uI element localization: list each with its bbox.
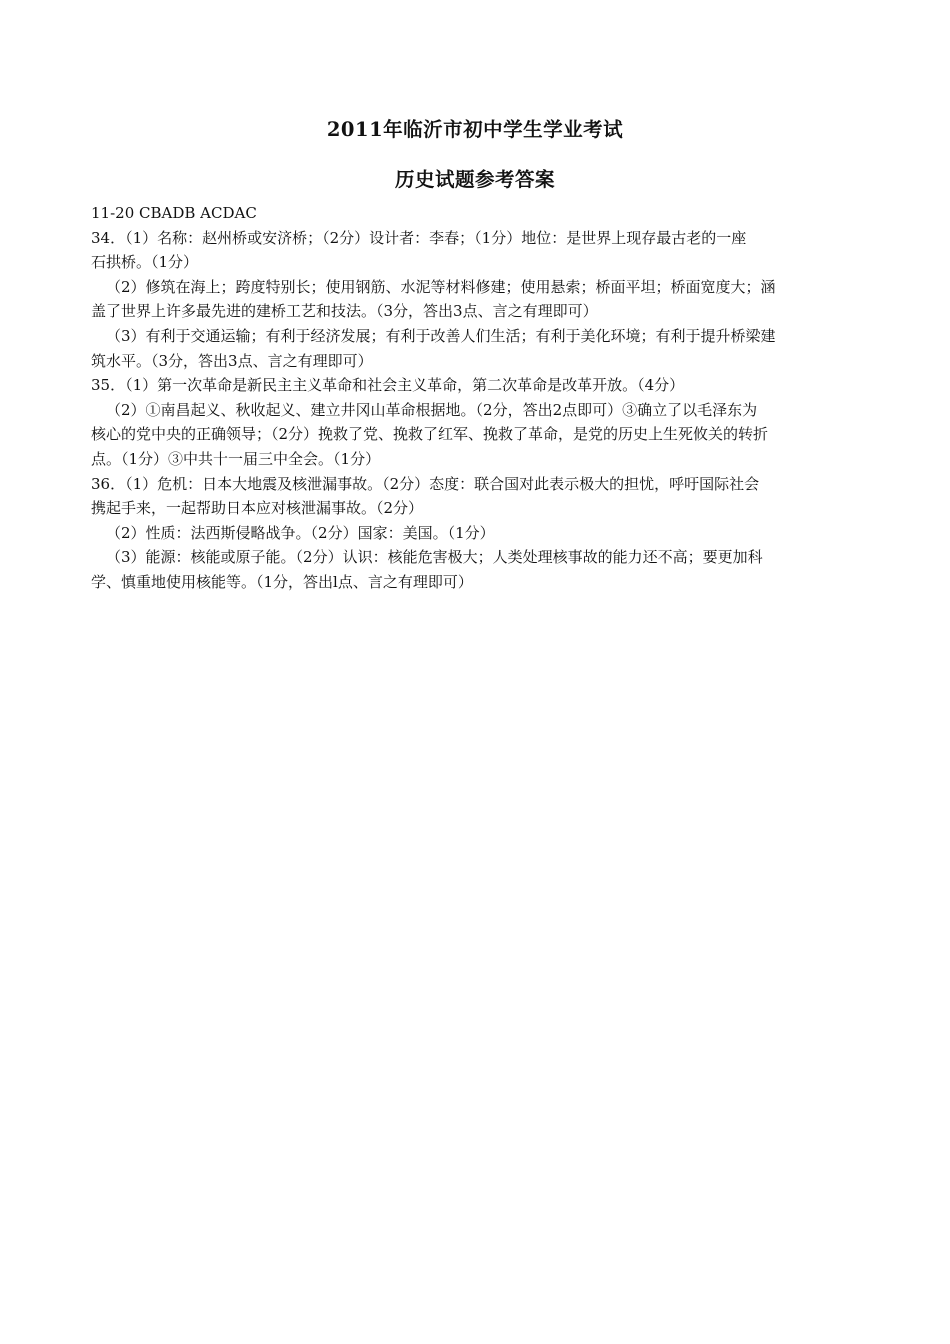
answer-line-36-1a: 36．（1）危机：日本大地震及核泄漏事故。（2分）态度：联合国对此表示极大的担忧，呼吁国际社会 [91, 474, 760, 493]
answer-body [91, 201, 859, 595]
answer-line-34-2a: （2）修筑在海上；跨度特别长；使用钢筋、水泥等材料修建；使用悬索；桥面平坦；桥面宽度大；涵 [106, 277, 776, 296]
answer-line-choice: 11-20 CBADB ACDAC [91, 204, 257, 222]
answer-line-36-3a: （3）能源：核能或原子能。（2分）认识：核能危害极大；人类处理核事故的能力还不高；要更加科 [106, 548, 763, 567]
answer-line-35-2c: 点。（1分）③中共十一届三中全会。（1分） [91, 449, 381, 468]
answer-line-35-1: 35．（1）第一次革命是新民主主义革命和社会主义革命，第二次革命是改革开放。（4分） [91, 376, 685, 395]
answer-line-36-3b: 学、慎重地使用核能等。（1分，答出l点、言之有理即可） [91, 572, 473, 591]
document-title: 2011年临沂市初中学生学业考试 [326, 118, 624, 141]
answer-line-36-1b: 携起手来，一起帮助日本应对核泄漏事故。（2分） [91, 499, 424, 518]
answer-line-34-2b: 盖了世界上许多最先进的建桥工艺和技法。（3分，答出3点、言之有理即可） [91, 302, 598, 321]
answer-line-35-2a: （2）①南昌起义、秋收起义、建立井冈山革命根据地。（2分，答出2点即可）③确立了以毛泽东为 [106, 400, 758, 419]
document-subtitle: 历史试题参考答案 [394, 168, 555, 191]
answer-line-34-1b: 石拱桥。（1分） [91, 253, 199, 272]
answer-line-35-2b: 核心的党中央的正确领导；（2分）挽救了党、挽救了红军、挽救了革命，是党的历史上生死攸关的转折 [91, 425, 769, 444]
answer-line-34-1a: 34．（1）名称：赵州桥或安济桥；（2分）设计者：李春；（1分）地位：是世界上现存最古老的一座 [91, 228, 747, 247]
answer-line-36-2: （2）性质：法西斯侵略战争。（2分）国家：美国。（1分） [106, 523, 495, 542]
answer-line-34-3b: 筑水平。（3分，答出3点、言之有理即可） [91, 351, 373, 370]
answer-line-34-3a: （3）有利于交通运输；有利于经济发展；有利于改善人们生活；有利于美化环境；有利于提升桥梁建 [106, 326, 776, 345]
